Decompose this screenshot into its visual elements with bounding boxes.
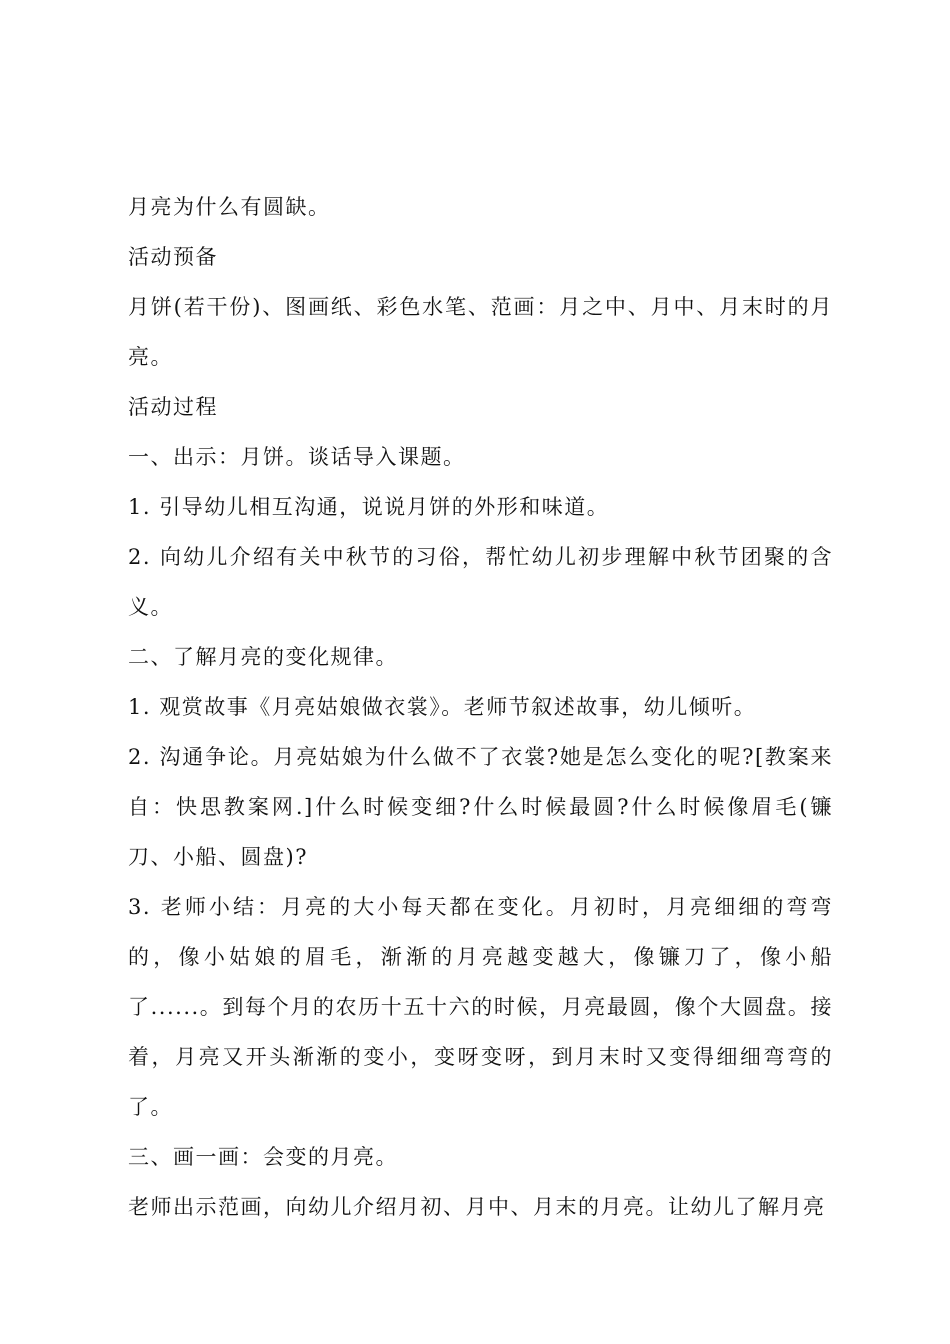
list-item-2-1: 1. 观赏故事《月亮姑娘做衣裳》。老师节叙述故事，幼儿倾听。	[128, 695, 757, 719]
list-item-1-2: 2. 向幼儿介绍有关中秋节的习俗，帮忙幼儿初步理解中秋节团聚的含义。	[128, 545, 833, 619]
heading-activity-process: 活动过程	[128, 395, 218, 419]
section-heading-3: 三、画一画：会变的月亮。	[128, 1145, 398, 1169]
document-body	[128, 182, 833, 1232]
paragraph-topic-line: 月亮为什么有圆缺。	[128, 195, 331, 219]
section-heading-1: 一、出示：月饼。谈话导入课题。	[128, 445, 466, 469]
heading-activity-preparation: 活动预备	[128, 245, 218, 269]
section-heading-2: 二、了解月亮的变化规律。	[128, 645, 398, 669]
list-item-1-1: 1. 引导幼儿相互沟通，说说月饼的外形和味道。	[128, 495, 610, 519]
list-item-2-2: 2. 沟通争论。月亮姑娘为什么做不了衣裳?她是怎么变化的呢?[教案来自：快思教案网.]什么时候变细?什么时候最圆?什么时候像眉毛(镰刀、小船、圆盘)?	[128, 745, 833, 869]
paragraph-materials: 月饼(若干份)、图画纸、彩色水笔、范画：月之中、月中、月末时的月亮。	[128, 295, 833, 369]
paragraph-drawing-intro: 老师出示范画，向幼儿介绍月初、月中、月末的月亮。让幼儿了解月亮	[128, 1195, 826, 1219]
list-item-2-3: 3. 老师小结：月亮的大小每天都在变化。月初时，月亮细细的弯弯的，像小姑娘的眉毛，渐渐的月亮越变越大，像镰刀了，像小船了......。到每个月的农历十五十六的时候，月亮最圆，像个大圆盘。接着，月亮又开头渐渐的变小，变呀变呀，到月末时又变得细细弯弯的了。	[128, 895, 833, 1119]
